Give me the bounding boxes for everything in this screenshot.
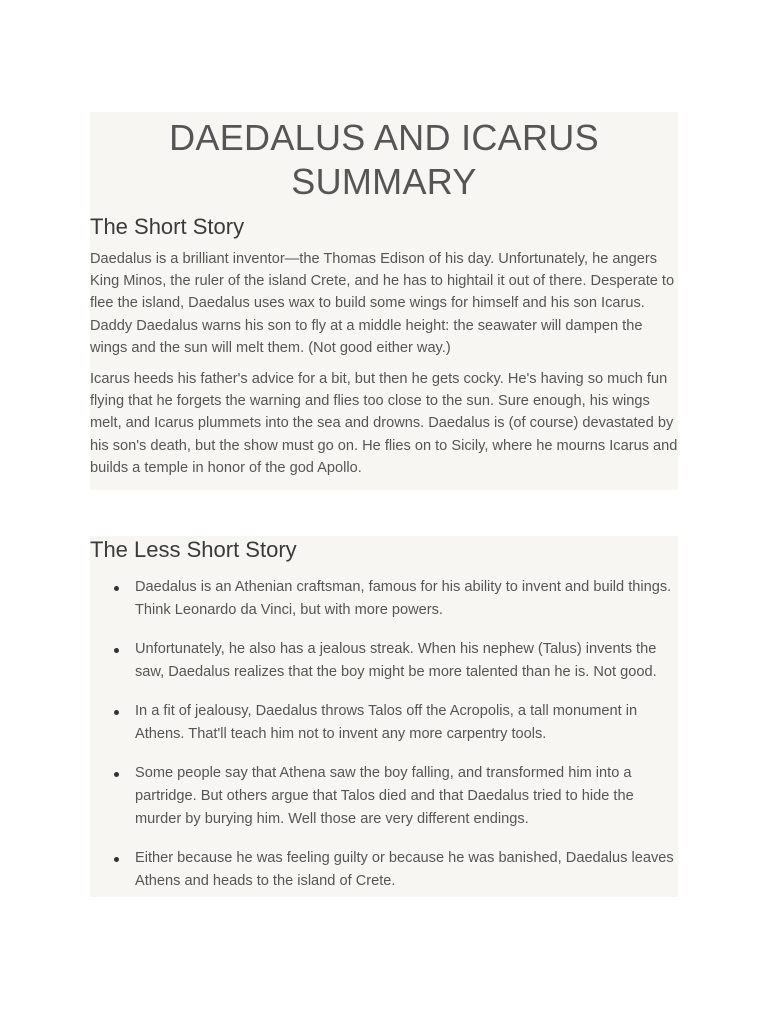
bullet-icon <box>114 648 119 653</box>
list-item-text: Either because he was feeling guilty or because he was banished, Daedalus leaves Athens and heads to the island of Crete. <box>135 850 674 889</box>
list-item-text: Unfortunately, he also has a jealous streak. When his nephew (Talus) invents the saw, Daedalus realizes that the boy might be more talented than he is. Not good. <box>135 641 657 680</box>
list-item <box>90 847 678 893</box>
short-story-heading: The Short Story <box>90 214 245 239</box>
bullet-list <box>90 576 678 893</box>
less-short-story-section <box>90 536 678 897</box>
list-item <box>90 762 678 831</box>
list-item-text: Daedalus is an Athenian craftsman, famous for his ability to invent and build things. Think Leonardo da Vinci, but with more powers. <box>135 579 672 618</box>
bullet-icon <box>114 857 119 862</box>
list-item-text: In a fit of jealousy, Daedalus throws Talos off the Acropolis, a tall monument in Athens. That'll teach him not to invent any more carpentry tools. <box>135 703 638 742</box>
list-item <box>90 700 678 746</box>
short-story-paragraph: Daedalus is a brilliant inventor—the Thomas Edison of his day. Unfortunately, he angers King Minos, the ruler of the island Crete, and he has to hightail it out of there. Desperate to flee the island, Daedalus uses wax to build some wings for himself and his son Icarus. Daddy Daedalus warns his son to fly at a middle height: the seawater will dampen the wings and the sun will melt them. (Not good either way.) <box>90 251 675 356</box>
bullet-icon <box>114 772 119 777</box>
short-story-paragraph: Icarus heeds his father's advice for a bit, but then he gets cocky. He's having so much fun flying that he forgets the warning and flies too close to the sun. Sure enough, his wings melt, and Icarus plummets into the sea and drowns. Daedalus is (of course) devastated by his son's death, but the show must go on. He flies on to Sicily, where he mourns Icarus and builds a temple in honor of the god Apollo. <box>90 371 678 476</box>
bullet-icon <box>114 710 119 715</box>
list-item-text: Some people say that Athena saw the boy falling, and transformed him into a partridge. But others argue that Talos died and that Daedalus tried to hide the murder by burying him. Well those are very different endings. <box>135 765 634 827</box>
list-item <box>90 638 678 684</box>
less-short-story-heading: The Less Short Story <box>90 537 297 562</box>
summary-section <box>90 112 678 490</box>
list-item <box>90 576 678 622</box>
page-title: DAEDALUS AND ICARUS SUMMARY <box>169 117 599 202</box>
bullet-icon <box>114 586 119 591</box>
